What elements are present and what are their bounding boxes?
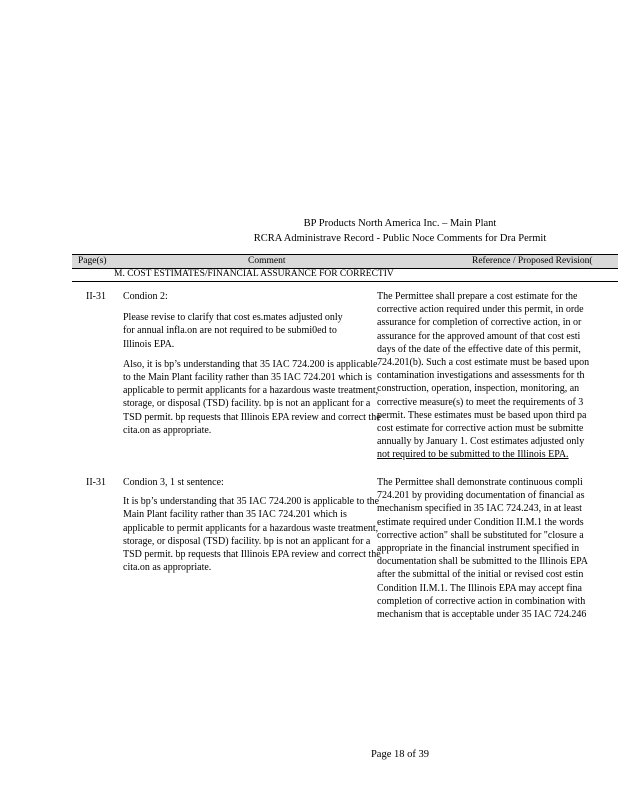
row-1-ref-line-5: days of the date of the effective date of this permit, [377, 343, 581, 355]
row-1-ref-line-8: construction, operation, inspection, monitoring, an [377, 383, 580, 395]
row-1-ref-line-2: corrective action required under this permit, in orde [377, 304, 584, 316]
row-2-ref-line-7: documentation shall be submitted to the Illinois EPA [377, 556, 589, 568]
row-2-ref-line-4: estimate required under Condition II.M.1 the words [377, 516, 584, 528]
row-2-ref-line-8: after the submittal of the initial or revised cost estin [377, 569, 584, 581]
column-header-comment: Comment [248, 256, 286, 266]
row-1-comment [123, 290, 383, 444]
row-1-ref-line-6: 724.201(b). Such a cost estimate must be based upon [377, 357, 590, 369]
document-title: BP Products North America Inc. – Main Plant [303, 218, 497, 229]
row-2-comment [123, 476, 383, 581]
row-1-ref-line-10: permit. These estimates must be based upon third pa [377, 409, 587, 421]
section-heading: M. COST ESTIMATES/FINANCIAL ASSURANCE FOR CORRECTIV [114, 269, 394, 279]
page-number: Page 18 of 39 [370, 749, 430, 760]
row-2-comment-paragraph-1: It is bp’s understanding that 35 IAC 724.200 is applicable to the Main Plant facility rather than 35 IAC 724.201 which is applicable to permit applicants for a hazardous waste treatment, storage, or disposal (TSD) facility. bp is not an applicant for a TSD permit. bp requests that Illinois EPA review and correct the cita.on as appropriate. [123, 496, 381, 574]
row-2-ref-line-5: corrective action" shall be substituted for "closure a [377, 529, 584, 541]
row-1-ref-line-7: contamination investigations and assessments for th [377, 370, 585, 382]
row-1-reference [377, 290, 618, 462]
table-header [72, 254, 618, 269]
row-1-ref-line-12: annually by January 1. Cost estimates adjusted only [377, 436, 585, 448]
document-subtitle: RCRA Administrave Record - Public Noce Comments for Dra Permit [253, 233, 547, 244]
column-header-reference: Reference / Proposed Revision( [472, 256, 593, 266]
row-1-ref-line-1: The Permittee shall prepare a cost estimate for the [377, 291, 578, 302]
row-1-page: II-31 [86, 291, 106, 302]
row-2-page: II-31 [86, 477, 106, 488]
section-heading-row [72, 268, 618, 282]
row-2-comment-title: Condion 3, 1 st sentence: [123, 477, 224, 488]
row-1-ref-line-4: assurance for the approved amount of that cost esti [377, 330, 581, 342]
row-2-ref-line-3: mechanism specified in 35 IAC 724.243, in at least [377, 503, 582, 515]
row-2-ref-line-2: 724.201 by providing documentation of financial as [377, 490, 585, 502]
row-2-ref-line-11: mechanism that is acceptable under 35 IAC 724.246 [377, 609, 587, 621]
row-2-reference [377, 476, 618, 621]
row-1-ref-line-9: corrective measure(s) to meet the requirements of 3 [377, 396, 584, 408]
row-1-comment-title: Condion 2: [123, 291, 168, 302]
row-2-ref-line-10: completion of corrective action in combination with [377, 595, 586, 607]
row-1-comment-paragraph-1: Please revise to clarify that cost es.mates adjusted only for annual infla.on are not required to be submi0ed to Illinois EPA. [123, 312, 343, 350]
row-2-ref-line-9: Condition II.M.1. The Illinois EPA may accept fina [377, 582, 582, 594]
row-2-ref-line-1: The Permittee shall demonstrate continuous compli [377, 477, 583, 488]
row-1-comment-paragraph-2: Also, it is bp’s understanding that 35 IAC 724.200 is applicable to the Main Plant facility rather than 35 IAC 724.201 which is applicable to permit applicants for a hazardous waste treatment, storage, or disposal (TSD) facility. bp is not an applicant for a TSD permit. bp requests that Illinois EPA review and correct the cita.on as appropriate. [123, 358, 381, 436]
row-1-ref-line-3: assurance for completion of corrective action, in or [377, 317, 582, 329]
row-1-ref-line-11: cost estimate for corrective action must be submitte [377, 423, 584, 435]
row-2-ref-line-6: appropriate in the financial instrument specified in [377, 543, 580, 555]
column-header-page: Page(s) [78, 256, 107, 266]
row-1-ref-underlined-line: not required to be submitted to the Illinois EPA. [377, 449, 569, 461]
